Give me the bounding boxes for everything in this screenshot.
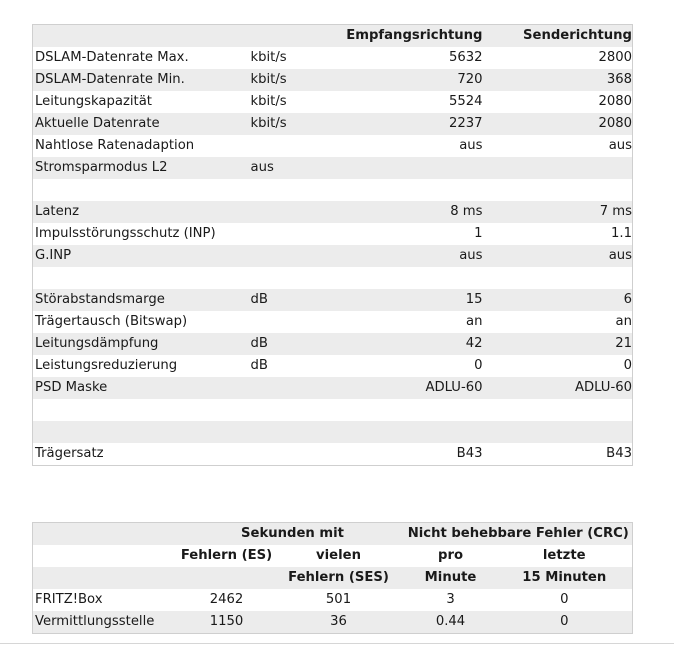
upstream-value: B43 — [483, 443, 633, 466]
downstream-value: 720 — [341, 69, 483, 91]
dsl-row-unit — [251, 245, 341, 267]
upstream-value: 2800 — [483, 47, 633, 69]
error-header-row-1 — [33, 523, 633, 546]
upstream-value: ADLU-60 — [483, 377, 633, 399]
dsl-row-unit: kbit/s — [251, 47, 341, 69]
upstream-value — [483, 421, 633, 443]
upstream-value: 21 — [483, 333, 633, 355]
error-row-exchange — [33, 611, 633, 634]
last15-header-line1: letzte — [497, 545, 633, 567]
downstream-value: B43 — [341, 443, 483, 466]
dsl-row — [33, 157, 633, 179]
dsl-row-unit — [251, 311, 341, 333]
dsl-row-label: Latenz — [33, 201, 251, 223]
downstream-value — [341, 157, 483, 179]
downstream-value: 42 — [341, 333, 483, 355]
dsl-row-label: Leistungsreduzierung — [33, 355, 251, 377]
dsl-row-label: PSD Maske — [33, 377, 251, 399]
page-divider — [0, 643, 674, 644]
error-header-row-2 — [33, 545, 633, 567]
error-header-row-3 — [33, 567, 633, 589]
upstream-value — [483, 399, 633, 421]
dsl-row — [33, 69, 633, 91]
crc-per-minute-value: 0.44 — [405, 611, 497, 634]
upstream-value: 2080 — [483, 113, 633, 135]
dsl-row-unit: dB — [251, 289, 341, 311]
dsl-row-label: G.INP — [33, 245, 251, 267]
dsl-row — [33, 113, 633, 135]
dsl-row-label: Aktuelle Datenrate — [33, 113, 251, 135]
dsl-row — [33, 223, 633, 245]
ses-value: 501 — [273, 589, 405, 611]
downstream-value: 0 — [341, 355, 483, 377]
dsl-row-label: Leitungskapazität — [33, 91, 251, 113]
downstream-value: 15 — [341, 289, 483, 311]
dsl-row-label: DSLAM-Datenrate Max. — [33, 47, 251, 69]
upstream-value — [483, 179, 633, 201]
dsl-row-unit: kbit/s — [251, 69, 341, 91]
crc-last15-value: 0 — [497, 611, 633, 634]
upstream-value: aus — [483, 245, 633, 267]
dsl-info-table — [32, 24, 633, 466]
dsl-row-unit: kbit/s — [251, 113, 341, 135]
dsl-row — [33, 267, 633, 289]
upstream-value: 368 — [483, 69, 633, 91]
downstream-value: aus — [341, 135, 483, 157]
dsl-row-label: Trägertausch (Bitswap) — [33, 311, 251, 333]
dsl-row-label: Impulsstörungsschutz (INP) — [33, 223, 251, 245]
dsl-row — [33, 377, 633, 399]
dsl-header-row — [33, 25, 633, 48]
downstream-value — [341, 179, 483, 201]
upstream-value — [483, 267, 633, 289]
downstream-value: an — [341, 311, 483, 333]
dsl-row — [33, 421, 633, 443]
dsl-row-label: Trägersatz — [33, 443, 251, 466]
dsl-row-label — [33, 179, 251, 201]
downstream-value — [341, 267, 483, 289]
dsl-row — [33, 179, 633, 201]
dsl-row-label: Nahtlose Ratenadaption — [33, 135, 251, 157]
dsl-row-unit — [251, 377, 341, 399]
downstream-header: Empfangsrichtung — [341, 25, 483, 48]
error-counter-table — [32, 522, 633, 634]
downstream-value: ADLU-60 — [341, 377, 483, 399]
downstream-value: aus — [341, 245, 483, 267]
dsl-row — [33, 135, 633, 157]
dsl-row-unit — [251, 223, 341, 245]
upstream-value: 1.1 — [483, 223, 633, 245]
dsl-row — [33, 355, 633, 377]
dsl-row-unit: dB — [251, 355, 341, 377]
dsl-row — [33, 201, 633, 223]
downstream-value — [341, 399, 483, 421]
dsl-row-unit — [251, 201, 341, 223]
upstream-value: an — [483, 311, 633, 333]
ses-header-line2: Fehlern (SES) — [273, 567, 405, 589]
dsl-row-label — [33, 421, 251, 443]
es-value: 2462 — [181, 589, 273, 611]
es-header: Fehlern (ES) — [181, 545, 273, 567]
dsl-row-label: Stromsparmodus L2 — [33, 157, 251, 179]
dsl-row-unit — [251, 421, 341, 443]
dsl-row-label: Störabstandsmarge — [33, 289, 251, 311]
dsl-row — [33, 311, 633, 333]
downstream-value: 1 — [341, 223, 483, 245]
crc-group-header: Nicht behebbare Fehler (CRC) — [405, 523, 633, 546]
per-minute-header-line1: pro — [405, 545, 497, 567]
dsl-row-unit: aus — [251, 157, 341, 179]
dsl-row-unit — [251, 399, 341, 421]
dsl-row — [33, 399, 633, 421]
upstream-value — [483, 157, 633, 179]
error-row-label: FRITZ!Box — [33, 589, 181, 611]
dsl-row-label — [33, 399, 251, 421]
dsl-row-label: DSLAM-Datenrate Min. — [33, 69, 251, 91]
upstream-value: 2080 — [483, 91, 633, 113]
dsl-row — [33, 47, 633, 69]
downstream-value — [341, 421, 483, 443]
dsl-row — [33, 245, 633, 267]
per-minute-header-line2: Minute — [405, 567, 497, 589]
dsl-row-unit — [251, 135, 341, 157]
last15-header-line2: 15 Minuten — [497, 567, 633, 589]
downstream-value: 5632 — [341, 47, 483, 69]
dsl-row-label: Leitungsdämpfung — [33, 333, 251, 355]
upstream-header: Senderichtung — [483, 25, 633, 48]
dsl-row-unit — [251, 179, 341, 201]
ses-value: 36 — [273, 611, 405, 634]
es-value: 1150 — [181, 611, 273, 634]
dsl-row-label — [33, 267, 251, 289]
dsl-row — [33, 443, 633, 466]
upstream-value: aus — [483, 135, 633, 157]
upstream-value: 0 — [483, 355, 633, 377]
dsl-row-unit — [251, 267, 341, 289]
dsl-row-unit: dB — [251, 333, 341, 355]
dsl-row — [33, 289, 633, 311]
seconds-group-header: Sekunden mit — [181, 523, 405, 546]
upstream-value: 6 — [483, 289, 633, 311]
upstream-value: 7 ms — [483, 201, 633, 223]
downstream-value: 2237 — [341, 113, 483, 135]
dsl-row-unit — [251, 443, 341, 466]
crc-last15-value: 0 — [497, 589, 633, 611]
crc-per-minute-value: 3 — [405, 589, 497, 611]
downstream-value: 5524 — [341, 91, 483, 113]
error-row-fritzbox — [33, 589, 633, 611]
error-row-label: Vermittlungsstelle — [33, 611, 181, 634]
dsl-row-unit: kbit/s — [251, 91, 341, 113]
dsl-row — [33, 91, 633, 113]
dsl-row — [33, 333, 633, 355]
downstream-value: 8 ms — [341, 201, 483, 223]
ses-header-line1: vielen — [273, 545, 405, 567]
